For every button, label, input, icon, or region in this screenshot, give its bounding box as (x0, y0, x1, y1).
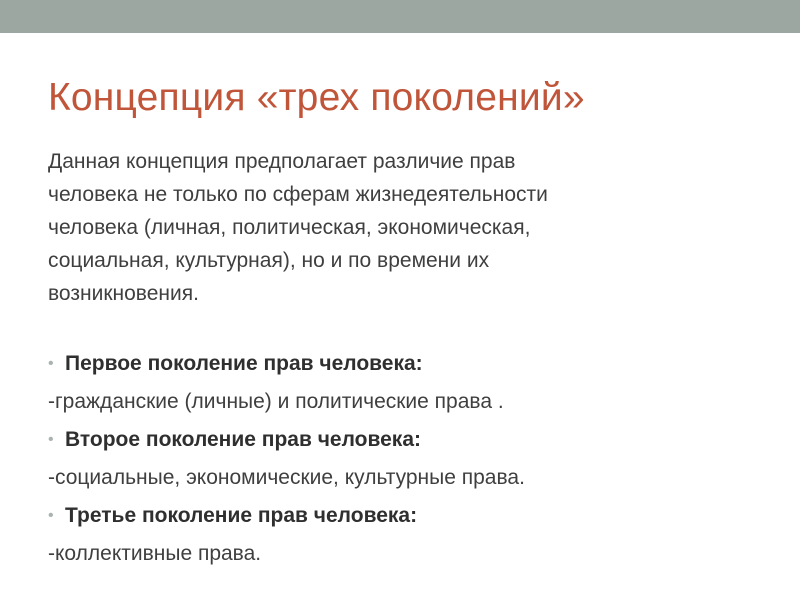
generation-heading: Первое поколение прав человека: (65, 352, 423, 375)
generation-description: -гражданские (личные) и политические права . (48, 390, 504, 413)
bullet-icon: • (48, 507, 54, 524)
generation-item (48, 347, 748, 385)
generation-description: -социальные, экономические, культурные права. (48, 466, 525, 489)
intro-paragraph (48, 145, 728, 310)
top-bar (0, 0, 800, 33)
intro-line: возникновения. (48, 282, 199, 305)
generation-heading: Третье поколение прав человека: (65, 504, 418, 527)
intro-line: человека (личная, политическая, экономическая, (48, 216, 531, 239)
intro-line: социальная, культурная), но и по времени их (48, 249, 490, 272)
slide-title: Концепция «трех поколений» (48, 76, 585, 119)
generations-list (48, 347, 748, 575)
generation-heading: Второе поколение прав человека: (65, 428, 421, 451)
bullet-icon: • (48, 431, 54, 448)
bullet-icon: • (48, 355, 54, 372)
intro-line: Данная концепция предполагает различие прав (48, 150, 516, 173)
generation-description: -коллективные права. (48, 542, 262, 565)
generation-item (48, 423, 748, 461)
generation-item (48, 499, 748, 537)
intro-line: человека не только по сферам жизнедеятельности (48, 183, 548, 206)
